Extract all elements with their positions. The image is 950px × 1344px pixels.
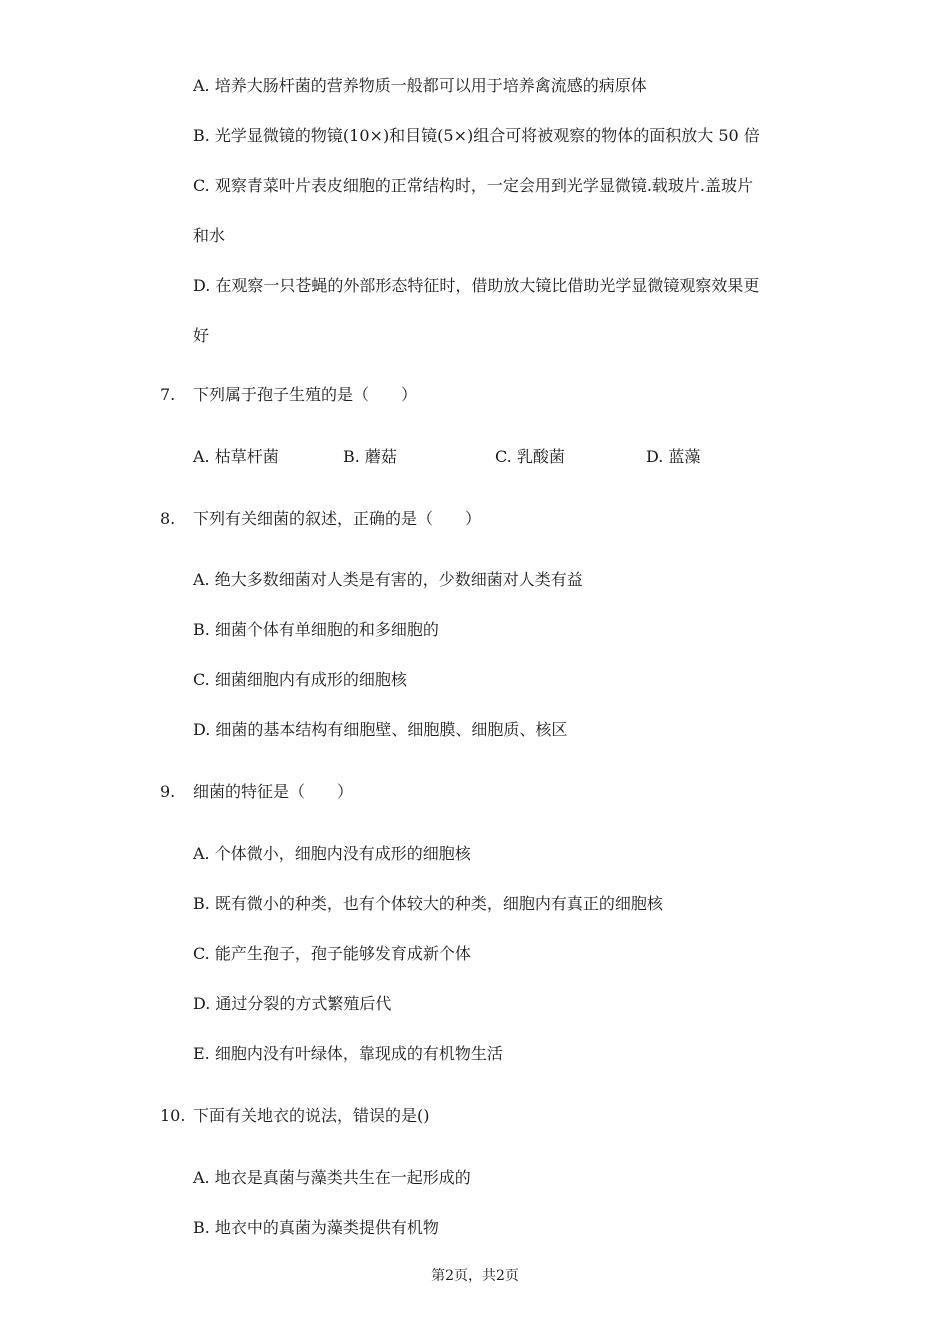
q6-option-d: D. 在观察一只苍蝇的外部形态特征时，借助放大镜比借助光学显微镜观察效果更 — [193, 276, 760, 295]
q9-option-d: D. 通过分裂的方式繁殖后代 — [193, 994, 392, 1013]
q9-option-b: B. 既有微小的种类，也有个体较大的种类，细胞内有真正的细胞核 — [193, 894, 663, 913]
q6-option-d-continued: 好 — [193, 326, 210, 345]
q9-number: 9. — [160, 782, 176, 801]
q6-option-a: A. 培养大肠杆菌的营养物质一般都可以用于培养禽流感的病原体 — [193, 76, 647, 95]
q7-option-c: C. 乳酸菌 — [495, 447, 565, 466]
q7-option-a: A. 枯草杆菌 — [193, 447, 279, 466]
q6-option-c-continued: 和水 — [193, 226, 226, 245]
q6-option-c: C. 观察青菜叶片表皮细胞的正常结构时，一定会用到光学显微镜.载玻片.盖玻片 — [193, 176, 754, 195]
q10-option-b: B. 地衣中的真菌为藻类提供有机物 — [193, 1218, 439, 1237]
q10-text: 下面有关地衣的说法，错误的是() — [193, 1106, 430, 1125]
q9-option-a: A. 个体微小，细胞内没有成形的细胞核 — [193, 844, 471, 863]
q9-text: 细菌的特征是（ ） — [193, 782, 354, 801]
q8-option-b: B. 细菌个体有单细胞的和多细胞的 — [193, 620, 439, 639]
q6-option-b: B. 光学显微镜的物镜(10×)和目镜(5×)组合可将被观察的物体的面积放大 50 倍 — [193, 126, 760, 145]
q7-text: 下列属于孢子生殖的是（ ） — [193, 385, 418, 404]
page-footer: 第2页，共2页 — [431, 1268, 519, 1284]
q8-option-c: C. 细菌细胞内有成形的细胞核 — [193, 670, 407, 689]
q8-option-a: A. 绝大多数细菌对人类是有害的，少数细菌对人类有益 — [193, 570, 583, 589]
q9-option-c: C. 能产生孢子，孢子能够发育成新个体 — [193, 944, 471, 963]
q9-option-e: E. 细胞内没有叶绿体，靠现成的有机物生活 — [193, 1044, 503, 1063]
q8-text: 下列有关细菌的叙述，正确的是（ ） — [193, 509, 482, 528]
q10-number: 10. — [160, 1106, 186, 1125]
q7-option-d: D. 蓝藻 — [646, 447, 701, 466]
q7-option-b: B. 蘑菇 — [343, 447, 397, 466]
q8-number: 8. — [160, 509, 176, 528]
q7-number: 7. — [160, 385, 176, 404]
q10-option-a: A. 地衣是真菌与藻类共生在一起形成的 — [193, 1168, 471, 1187]
q8-option-d: D. 细菌的基本结构有细胞壁、细胞膜、细胞质、核区 — [193, 720, 568, 739]
